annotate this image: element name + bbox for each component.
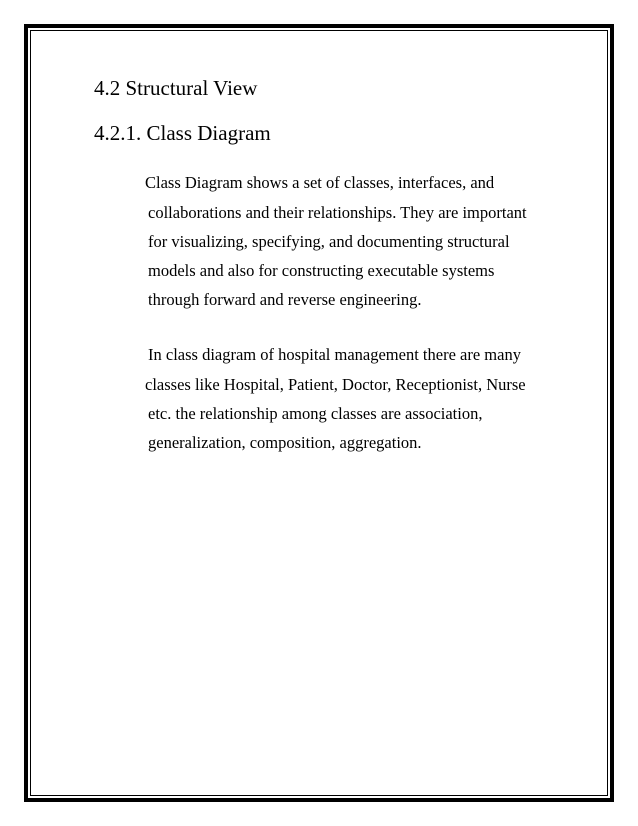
text-line: classes like Hospital, Patient, Doctor, Receptionist, Nurse	[145, 375, 526, 394]
text-line: models and also for constructing executable systems	[148, 261, 495, 280]
subsection-heading: 4.2.1. Class Diagram	[94, 121, 271, 145]
text-line: Class Diagram shows a set of classes, interfaces, and	[145, 173, 495, 192]
text-line: through forward and reverse engineering.	[148, 290, 422, 309]
text-line: collaborations and their relationships. They are important	[148, 203, 527, 222]
text-line: etc. the relationship among classes are association,	[148, 404, 483, 423]
section-heading: 4.2 Structural View	[94, 76, 258, 100]
text-line: for visualizing, specifying, and documenting structural	[148, 232, 510, 251]
text-line: generalization, composition, aggregation.	[148, 433, 422, 452]
text-line: In class diagram of hospital management there are many	[148, 345, 521, 364]
